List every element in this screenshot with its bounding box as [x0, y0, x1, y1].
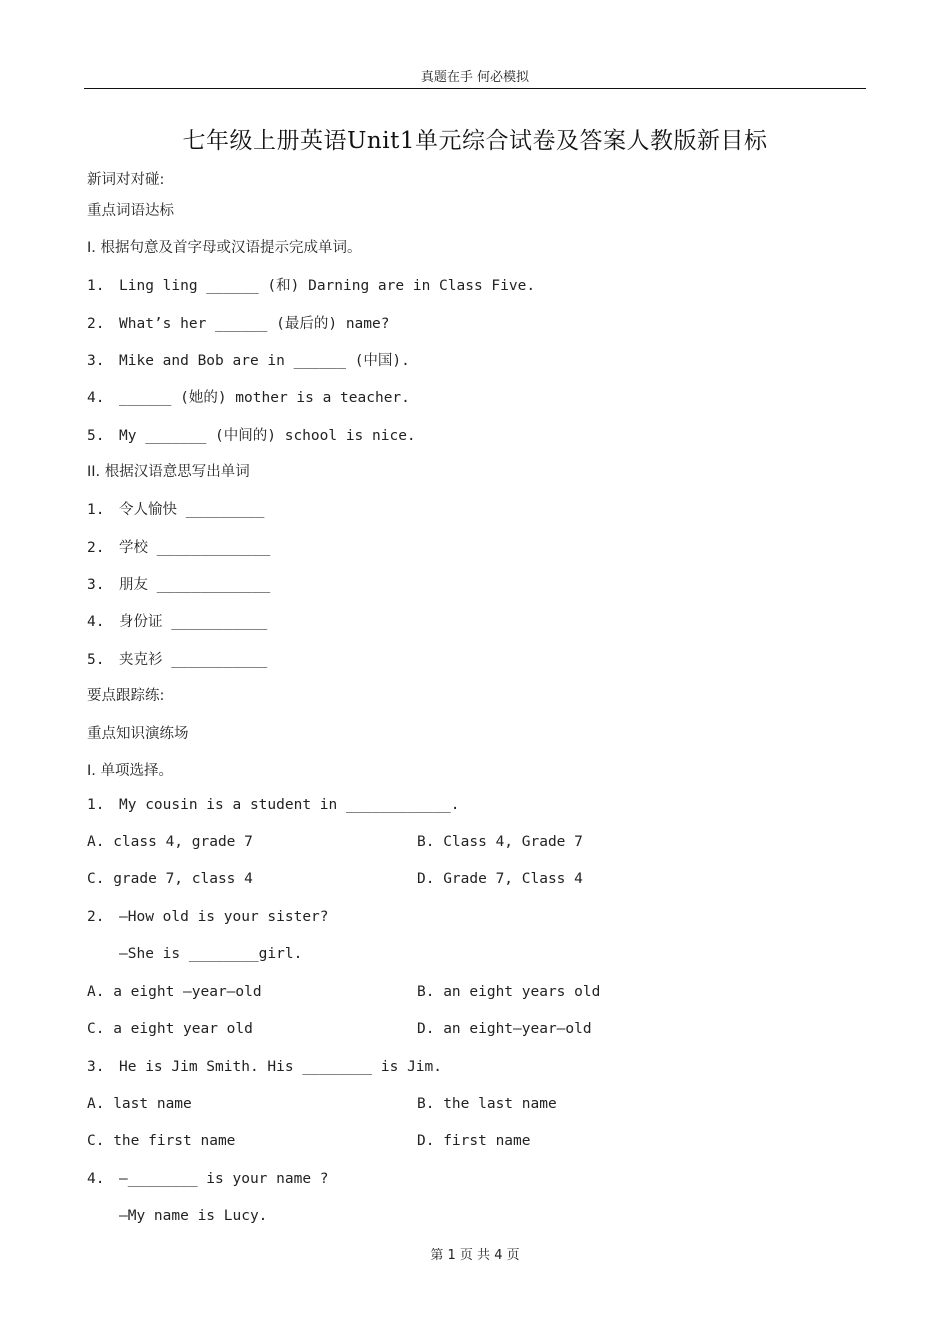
- section-label-key-points: 要点跟踪练:: [87, 688, 165, 704]
- question-number: 1.: [87, 502, 105, 518]
- section-label-practice: 重点知识演练场: [87, 726, 189, 742]
- question-number: 4.: [87, 614, 105, 630]
- question-number: 4.: [87, 1171, 105, 1187]
- question-text: He is Jim Smith. His ________ is Jim.: [119, 1059, 443, 1075]
- question-number: 5.: [87, 652, 105, 668]
- option-d: D. an eight—year—old: [417, 1021, 592, 1037]
- question-row: [87, 349, 410, 370]
- question-text: ______ (她的) mother is a teacher.: [119, 390, 410, 406]
- question-number: 2.: [87, 316, 105, 332]
- section-label-new-words: 新词对对碰:: [87, 172, 165, 188]
- question-row: [87, 797, 459, 813]
- section-label-key-words: 重点词语达标: [87, 203, 174, 219]
- question-text: Ling ling ______ (和) Darning are in Class Five.: [119, 278, 536, 294]
- page-footer: 第 1 页 共 4 页: [430, 1248, 520, 1263]
- option-a: A. a eight —year—old: [87, 984, 262, 1000]
- question-text: —________ is your name ?: [119, 1171, 329, 1187]
- question-row: [87, 498, 264, 519]
- part-heading-translate: II. 根据汉语意思写出单词: [87, 464, 250, 480]
- question-row: [87, 909, 329, 925]
- option-d: D. Grade 7, Class 4: [417, 871, 583, 887]
- question-number: 1.: [87, 797, 105, 813]
- option-row: [87, 1133, 867, 1149]
- document-title: 七年级上册英语Unit1单元综合试卷及答案人教版新目标: [182, 128, 768, 154]
- question-number: 4.: [87, 390, 105, 406]
- question-row: [87, 573, 270, 594]
- question-row: [87, 1059, 442, 1075]
- question-row: [87, 648, 267, 669]
- option-c: C. a eight year old: [87, 1021, 253, 1037]
- question-row: [87, 386, 410, 407]
- question-row: [87, 424, 416, 445]
- question-number: 3.: [87, 1059, 105, 1075]
- question-number: 3.: [87, 577, 105, 593]
- part-heading-fill-words: I. 根据句意及首字母或汉语提示完成单词。: [87, 240, 362, 256]
- question-number: 3.: [87, 353, 105, 369]
- header-rule: [84, 88, 866, 89]
- option-a: A. class 4, grade 7: [87, 834, 253, 850]
- question-text: My _______ (中间的) school is nice.: [119, 428, 416, 444]
- page-header: 真题在手 何必模拟: [420, 70, 530, 85]
- question-row: [87, 610, 267, 631]
- question-number: 1.: [87, 278, 105, 294]
- option-a: A. last name: [87, 1096, 192, 1112]
- question-text: What’s her ______ (最后的) name?: [119, 316, 390, 332]
- option-row: [87, 871, 867, 887]
- option-row: [87, 1096, 867, 1112]
- question-text: 夹克衫 ___________: [119, 652, 268, 668]
- question-text: 令人愉快 _________: [119, 502, 265, 518]
- question-number: 2.: [87, 909, 105, 925]
- option-row: [87, 834, 867, 850]
- option-c: C. grade 7, class 4: [87, 871, 253, 887]
- option-d: D. first name: [417, 1133, 531, 1149]
- question-text: 身份证 ___________: [119, 614, 268, 630]
- question-text: My cousin is a student in ____________.: [119, 797, 460, 813]
- question-text: Mike and Bob are in ______ (中国).: [119, 353, 410, 369]
- question-text: 学校 _____________: [119, 540, 271, 556]
- option-b: B. Class 4, Grade 7: [417, 834, 583, 850]
- option-row: [87, 1021, 867, 1037]
- question-text: 朋友 _____________: [119, 577, 271, 593]
- option-b: B. an eight years old: [417, 984, 601, 1000]
- question-number: 5.: [87, 428, 105, 444]
- option-c: C. the first name: [87, 1133, 236, 1149]
- question-continuation: —My name is Lucy.: [119, 1208, 268, 1224]
- question-text: —How old is your sister?: [119, 909, 329, 925]
- option-row: [87, 984, 867, 1000]
- question-row: [87, 312, 389, 333]
- question-row: [87, 1171, 329, 1187]
- option-b: B. the last name: [417, 1096, 557, 1112]
- question-continuation: —She is ________girl.: [119, 946, 303, 962]
- question-number: 2.: [87, 540, 105, 556]
- question-row: [87, 536, 270, 557]
- part-heading-multiple-choice: I. 单项选择。: [87, 763, 173, 779]
- question-row: [87, 274, 535, 295]
